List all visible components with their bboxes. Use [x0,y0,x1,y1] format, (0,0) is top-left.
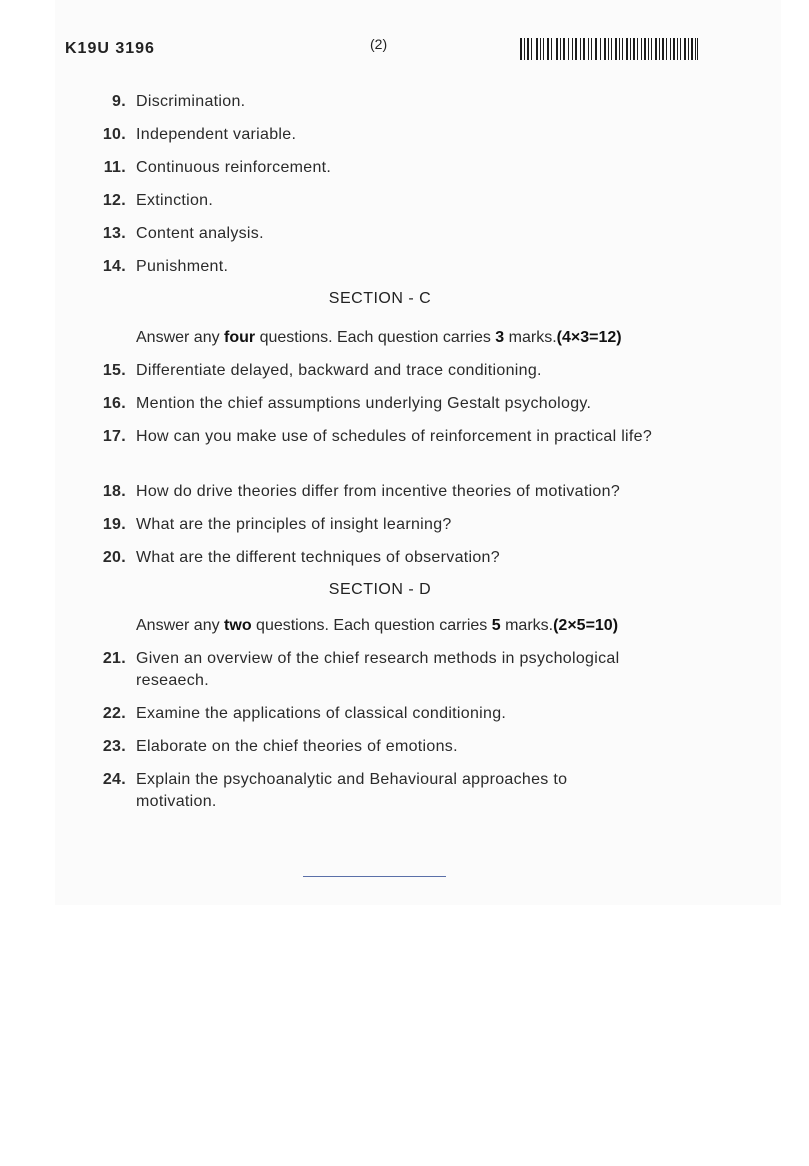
page-header [65,36,705,60]
question-text: How do drive theories differ from incentive theories of motivation? [136,483,621,500]
section-d-heading: SECTION - D [328,581,432,598]
question-number: 10. [102,126,126,143]
question-number: 19. [102,516,126,533]
question-number: 21. [102,650,126,667]
end-rule [303,876,446,877]
question-number: 18. [102,483,126,500]
instr-text: questions. Each question carries [251,617,492,634]
instr-count: four [224,329,256,346]
question-text: Examine the applications of classical conditioning. [136,705,507,722]
question-number: 17. [102,428,126,445]
question-text: Elaborate on the chief theories of emotions. [136,738,458,755]
instr-total: (2×5=10) [553,617,619,634]
paper-code: K19U 3196 [65,40,155,57]
question-text: Discrimination. [136,93,246,110]
instr-text: questions. Each question carries [255,329,496,346]
question-text: Punishment. [136,258,229,275]
question-text: Continuous reinforcement. [136,159,332,176]
question-text: Explain the psychoanalytic and Behavioural approaches to motivation. [136,771,568,810]
question-text: Differentiate delayed, backward and trace conditioning. [136,362,542,379]
instr-text: marks. [504,329,557,346]
question-text: Independent variable. [136,126,297,143]
question-number: 23. [102,738,126,755]
instr-count: two [224,617,252,634]
section-c-heading: SECTION - C [328,290,432,307]
instr-text: Answer any [136,329,225,346]
instr-text: Answer any [136,617,225,634]
barcode-icon [520,38,698,60]
section-d-instructions [136,615,706,637]
instr-marks: 5 [491,617,501,634]
question-number: 12. [102,192,126,209]
question-number: 9. [112,93,126,110]
question-text: Extinction. [136,192,214,209]
instr-text: marks. [500,617,554,634]
question-number: 16. [102,395,126,412]
question-text: Given an overview of the chief research methods in psychological reseaech. [136,650,620,689]
instr-marks: 3 [495,329,505,346]
question-number: 14. [102,258,126,275]
question-number: 22. [102,705,126,722]
instr-total: (4×3=12) [556,329,622,346]
question-text: How can you make use of schedules of reinforcement in practical life? [136,428,653,445]
question-text: What are the different techniques of observation? [136,549,500,566]
question-text: What are the principles of insight learning? [136,516,452,533]
question-number: 24. [102,771,126,788]
question-number: 20. [102,549,126,566]
question-text: Mention the chief assumptions underlying Gestalt psychology. [136,395,592,412]
question-number: 11. [103,159,126,176]
section-c-instructions [136,327,706,349]
page-number: (2) [370,36,388,52]
question-number: 15. [102,362,126,379]
question-number: 13. [102,225,126,242]
question-text: Content analysis. [136,225,264,242]
